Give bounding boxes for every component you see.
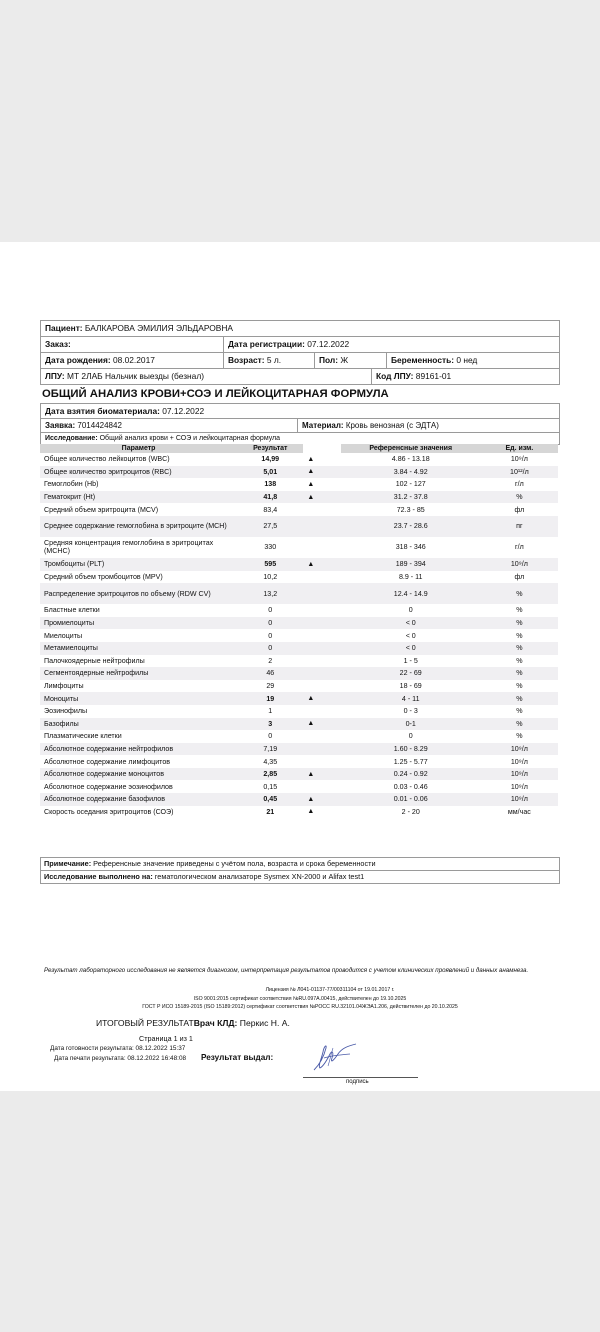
age-label: Возраст: — [228, 355, 265, 365]
param-cell: Эозинофилы — [44, 707, 88, 716]
table-row — [40, 755, 558, 768]
unit-cell: % — [477, 617, 558, 630]
param-cell: Среднее содержание гемоглобина в эритроците (MCH) — [40, 516, 233, 537]
table-row — [40, 629, 558, 642]
flag-cell: ▲ — [303, 491, 340, 504]
table-row — [40, 617, 558, 630]
sex-value: Ж — [340, 355, 349, 365]
study-value: Общий анализ крови + СОЭ и лейкоцитарная формула — [99, 435, 281, 442]
patient-name: БАЛКАРОВА ЭМИЛИЯ ЭЛЬДАРОВНА — [84, 323, 233, 333]
result-cell: 0 — [268, 631, 273, 640]
unit-cell: 10⁹/л — [477, 743, 558, 756]
reference-cell: 0.03 - 0.46 — [393, 782, 428, 791]
param-cell: Абсолютное содержание нейтрофилов — [40, 743, 233, 756]
flag-cell — [303, 571, 340, 584]
param-cell: Миелоциты — [44, 631, 83, 640]
param-cell: Промиелоциты — [40, 617, 233, 630]
disclaimer: Результат лабораторного исследования не является диагнозом, интерпретация результатов проводится с учетом клинических проявлений и данных анамнеза. — [44, 967, 529, 974]
unit-cell: 10⁹/л — [510, 782, 528, 791]
unit-cell: 10¹²/л — [477, 466, 558, 479]
table-header — [40, 444, 558, 453]
patient-label: Пациент: — [45, 323, 83, 333]
sample-date-label: Дата взятия биоматериала: — [45, 406, 160, 416]
table-row — [40, 780, 558, 793]
pregnancy-value: 0 нед — [456, 355, 478, 365]
unit-cell: 10⁹/л — [477, 558, 558, 571]
param-cell: Средняя концентрация гемоглобина в эритроцитах (MCHC) — [44, 539, 214, 556]
reference-cell: 1.25 - 5.77 — [393, 757, 428, 766]
param-cell: Лимфоциты — [44, 682, 84, 691]
unit-cell: % — [516, 606, 523, 615]
reference-cell: 102 - 127 — [395, 480, 426, 489]
flag-cell — [303, 667, 340, 680]
param-cell: Тромбоциты (PLT) — [40, 558, 233, 571]
flag-cell — [303, 780, 340, 793]
signature-caption: подпись — [346, 1079, 369, 1085]
final-result-label: ИТОГОВЫЙ РЕЗУЛЬТАТ — [96, 1018, 194, 1028]
param-cell: Гематокрит (Ht) — [40, 491, 233, 504]
sample-date-value: 07.12.2022 — [162, 406, 205, 416]
lpu-label: ЛПУ: — [45, 371, 65, 381]
table-row — [40, 478, 558, 491]
table-row — [40, 730, 558, 743]
lpu-code-value: 89161-01 — [415, 371, 452, 381]
unit-cell: % — [477, 667, 558, 680]
flag-cell — [303, 743, 340, 756]
reference-cell: 4.86 - 13.18 — [391, 455, 430, 464]
table-row — [40, 768, 558, 781]
param-cell: Абсолютное содержание эозинофилов — [44, 782, 173, 791]
reference-cell: 8.9 - 11 — [398, 572, 423, 581]
param-cell: Скорость оседания эритроцитов (СОЭ) — [44, 807, 174, 816]
result-cell: 41,8 — [233, 491, 303, 504]
flag-cell — [303, 583, 340, 604]
param-cell: Палочкоядерные нейтрофилы — [44, 656, 145, 665]
result-cell: 29 — [266, 682, 275, 691]
unit-cell: % — [516, 682, 523, 691]
unit-cell: % — [516, 656, 523, 665]
reg-date-label: Дата регистрации: — [228, 339, 305, 349]
signature-image — [306, 1036, 366, 1076]
table-row — [40, 558, 558, 571]
signature-line — [303, 1077, 418, 1078]
unit-cell: 10⁹/л — [510, 757, 528, 766]
unit-cell: % — [477, 692, 558, 705]
flag-cell — [303, 503, 340, 516]
param-cell: Абсолютное содержание базофилов — [40, 793, 233, 806]
param-cell: Гемоглобин (Hb) — [44, 480, 99, 489]
table-row — [40, 667, 558, 680]
gost-line: ГОСТ Р ИСО 15189-2015 (ISO 15189:2012) сертификат соответствия №РОСС RU.32101.04ЖЭА1.206, действителен до 20.10.2025 — [142, 1004, 458, 1010]
col-header-param: Параметр — [40, 444, 233, 453]
reference-cell: 0 - 3 — [403, 707, 418, 716]
table-row — [40, 743, 558, 756]
param-cell: Моноциты — [40, 692, 233, 705]
flag-cell — [303, 730, 340, 743]
reference-cell: < 0 — [341, 642, 477, 655]
result-cell: 27,5 — [233, 516, 303, 537]
reference-cell: 23.7 - 28.6 — [341, 516, 477, 537]
order-label: Заказ: — [45, 339, 71, 349]
unit-cell: % — [477, 718, 558, 731]
reference-cell: 18 - 69 — [399, 682, 422, 691]
flag-cell — [303, 705, 340, 718]
col-header-result: Результат — [233, 444, 303, 453]
unit-cell: % — [516, 707, 523, 716]
flag-cell — [303, 516, 340, 537]
table-row — [40, 571, 558, 584]
doctor-label: Врач КЛД: — [193, 1018, 238, 1028]
reference-cell: 0.01 - 0.06 — [341, 793, 477, 806]
reference-cell: 12.4 - 14.9 — [341, 583, 477, 604]
result-cell: 3 — [233, 718, 303, 731]
table-row — [40, 705, 558, 718]
reference-cell: 1.60 - 8.29 — [341, 743, 477, 756]
reference-cell: 2 - 20 — [401, 807, 420, 816]
result-cell: 10,2 — [263, 572, 278, 581]
report-title: ОБЩИЙ АНАЛИЗ КРОВИ+СОЭ И ЛЕЙКОЦИТАРНАЯ ФОРМУЛА — [42, 388, 389, 400]
performed-label: Исследование выполнено на: — [44, 872, 153, 881]
page-info: Страница 1 из 1 — [139, 1034, 193, 1043]
result-cell: 1 — [268, 707, 273, 716]
table-row — [40, 537, 558, 558]
reference-cell: 189 - 394 — [341, 558, 477, 571]
flag-cell: ▲ — [303, 718, 340, 731]
lpu-code-label: Код ЛПУ: — [376, 371, 414, 381]
reference-cell: 72.3 - 85 — [396, 505, 425, 514]
flag-cell — [303, 642, 340, 655]
param-cell: Бластные клетки — [44, 606, 100, 615]
reference-cell: 0.24 - 0.92 — [341, 768, 477, 781]
reference-cell: 1 - 5 — [403, 656, 418, 665]
unit-cell: пг — [477, 516, 558, 537]
unit-cell: г/л — [515, 480, 524, 489]
result-cell: 21 — [266, 807, 275, 816]
performed-row — [40, 870, 560, 884]
flag-cell: ▲ — [307, 808, 315, 816]
pregnancy-label: Беременность: — [391, 355, 455, 365]
table-row — [40, 516, 558, 537]
result-cell: 5,01 — [233, 466, 303, 479]
result-cell: 0 — [268, 732, 273, 741]
patient-header — [40, 320, 560, 385]
flag-cell: ▲ — [307, 455, 315, 463]
table-row — [40, 655, 558, 668]
param-cell: Абсолютное содержание лимфоцитов — [44, 757, 171, 766]
table-row — [40, 604, 558, 617]
unit-cell: 10⁹/л — [477, 793, 558, 806]
param-cell: Плазматические клетки — [44, 732, 122, 741]
result-cell: 0 — [233, 617, 303, 630]
reference-cell: 3.84 - 4.92 — [341, 466, 477, 479]
result-cell: 0 — [268, 606, 273, 615]
iso-9001-line: ISO 9001:2015 сертификат соответствия №RU.097А.00415, действителен до 19.10.2025 — [193, 996, 407, 1002]
unit-cell: % — [516, 732, 523, 741]
flag-cell — [303, 604, 340, 617]
param-cell: Распределение эритроцитов по объему (RDW CV) — [40, 583, 233, 604]
flag-cell — [303, 629, 340, 642]
sex-label: Пол: — [319, 355, 339, 365]
param-cell: Общее количество лейкоцитов (WBC) — [44, 455, 170, 464]
col-header-unit: Ед. изм. — [477, 444, 558, 453]
table-row — [40, 680, 558, 693]
reg-date-value: 07.12.2022 — [307, 339, 350, 349]
dob-value: 08.02.2017 — [112, 355, 155, 365]
result-cell: 0,15 — [263, 782, 278, 791]
unit-cell: % — [516, 631, 523, 640]
result-cell: 330 — [264, 543, 277, 552]
issued-label: Результат выдал: — [201, 1053, 274, 1062]
result-cell: 7,19 — [233, 743, 303, 756]
unit-cell: мм/час — [507, 807, 531, 816]
unit-cell: 10⁹/л — [477, 768, 558, 781]
param-cell: Средний объем тромбоцитов (MPV) — [44, 572, 163, 581]
license-line: Лицензия № Л041-01137-77/00311104 от 19.01.2017 г. — [265, 987, 395, 993]
result-cell: 138 — [264, 480, 277, 489]
results-table — [40, 444, 558, 818]
reference-cell: 0 — [408, 606, 413, 615]
flag-cell — [303, 755, 340, 768]
age-value: 5 л. — [266, 355, 282, 365]
reference-cell: 22 - 69 — [341, 667, 477, 680]
study-label: Исследование: — [45, 435, 98, 442]
note-value: Референсные значение приведены с учётом пола, возраста и срока беременности — [93, 859, 376, 868]
ready-date: Дата готовности результата: 08.12.2022 15:37 — [50, 1045, 186, 1052]
flag-cell — [303, 617, 340, 630]
unit-cell: 10⁹/л — [510, 455, 528, 464]
material-label: Материал: — [302, 421, 344, 430]
reference-cell: 0 — [408, 732, 413, 741]
result-cell: 4,35 — [263, 757, 278, 766]
dob-label: Дата рождения: — [45, 355, 111, 365]
result-cell: 14,99 — [261, 455, 280, 464]
flag-cell — [303, 537, 340, 558]
param-cell: Сегментоядерные нейтрофилы — [40, 667, 233, 680]
print-date: Дата печати результата: 08.12.2022 16:48:08 — [54, 1055, 187, 1062]
flag-cell: ▲ — [303, 692, 340, 705]
unit-cell: фл — [514, 572, 525, 581]
request-label: Заявка: — [45, 421, 76, 430]
unit-cell: % — [477, 583, 558, 604]
reference-cell: 318 - 346 — [395, 543, 426, 552]
result-cell: 46 — [233, 667, 303, 680]
note-label: Примечание: — [44, 859, 92, 868]
final-result-line — [96, 1018, 290, 1028]
result-cell: 2,85 — [233, 768, 303, 781]
result-cell: 0,45 — [233, 793, 303, 806]
reference-cell: 4 - 11 — [341, 692, 477, 705]
table-row — [40, 718, 558, 731]
flag-cell: ▲ — [303, 558, 340, 571]
table-row — [40, 806, 558, 819]
note-row — [40, 857, 560, 871]
table-row — [40, 793, 558, 806]
unit-cell: фл — [514, 505, 525, 514]
table-row — [40, 692, 558, 705]
table-row — [40, 583, 558, 604]
reference-cell: 0-1 — [341, 718, 477, 731]
param-cell: Абсолютное содержание моноцитов — [40, 768, 233, 781]
table-row — [40, 453, 558, 466]
flag-cell — [303, 680, 340, 693]
reference-cell: < 0 — [405, 631, 416, 640]
flag-cell — [303, 655, 340, 668]
col-header-ref: Референсные значения — [341, 444, 477, 453]
request-value: 7014424842 — [77, 421, 122, 430]
doctor-name: Перкис Н. А. — [239, 1018, 290, 1028]
lpu-value: МТ 2ЛАБ Нальчик выезды (безнал) — [67, 371, 205, 381]
param-cell: Базофилы — [40, 718, 233, 731]
flag-cell: ▲ — [307, 480, 315, 488]
param-cell: Метамиелоциты — [40, 642, 233, 655]
unit-cell: г/л — [515, 543, 524, 552]
result-cell: 19 — [233, 692, 303, 705]
material-value: Кровь венозная (с ЭДТА) — [345, 421, 439, 430]
reference-cell: 31.2 - 37.8 — [341, 491, 477, 504]
flag-cell: ▲ — [303, 793, 340, 806]
flag-cell: ▲ — [303, 466, 340, 479]
flag-cell: ▲ — [303, 768, 340, 781]
sample-info — [40, 403, 560, 445]
performed-value: гематологическом анализаторе Sysmex XN-2000 и Alifax test1 — [154, 872, 365, 881]
param-cell: Общее количество эритроцитов (RBC) — [40, 466, 233, 479]
table-row — [40, 503, 558, 516]
result-cell: 83,4 — [263, 505, 278, 514]
unit-cell: % — [477, 642, 558, 655]
param-cell: Средний объем эритроцита (MCV) — [44, 505, 159, 514]
result-cell: 2 — [268, 656, 273, 665]
result-cell: 595 — [233, 558, 303, 571]
result-cell: 13,2 — [233, 583, 303, 604]
table-row — [40, 491, 558, 504]
unit-cell: % — [477, 491, 558, 504]
result-cell: 0 — [233, 642, 303, 655]
table-row — [40, 466, 558, 479]
reference-cell: < 0 — [341, 617, 477, 630]
table-row — [40, 642, 558, 655]
